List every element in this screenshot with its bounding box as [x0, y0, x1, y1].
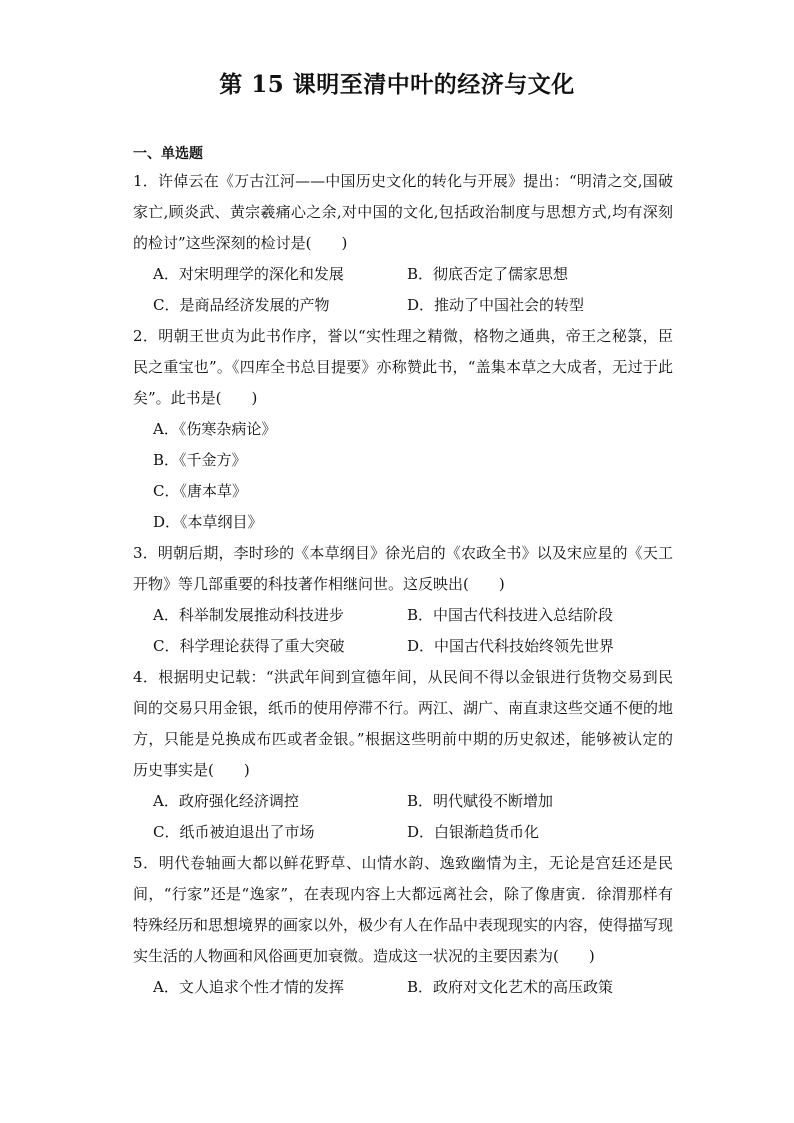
option-c: C．纸币被迫退出了市场 — [153, 823, 315, 841]
question-stem: 1．许倬云在《万古江河——中国历史文化的转化与开展》提出：“明清之交,国破家亡,顾炎武、黄宗羲痛心之余,对中国的文化,包括政治制度与思想方式,均有深刻的检讨”这些深刻的检讨是( ) — [133, 172, 673, 252]
option-b: B．彻底否定了儒家思想 — [407, 265, 569, 283]
option-d: D．《本草纲目》 — [153, 513, 263, 531]
option-row — [133, 414, 673, 445]
option-row — [133, 507, 673, 538]
question-stem: 2．明朝王世贞为此书作序，誉以“实性理之精微，格物之通典，帝王之秘箓，臣民之重宝也”。《四库全书总目提要》亦称赞此书，“盖集本草之大成者，无过于此矣”。此书是( ) — [133, 327, 673, 407]
option-a: A．政府强化经济调控 — [153, 792, 299, 810]
question-stem: 3．明朝后期，李时珍的《本草纲目》徐光启的《农政全书》以及宋应星的《天工开物》等几部重要的科技著作相继问世。这反映出( ) — [133, 544, 673, 593]
option-c: C．《唐本草》 — [153, 482, 247, 500]
option-row — [133, 259, 673, 290]
option-row — [133, 476, 673, 507]
option-row — [133, 817, 673, 848]
section-heading: 一、单选题 — [133, 146, 203, 162]
option-d: D．推动了中国社会的转型 — [407, 296, 585, 314]
option-a: A．文人追求个性才情的发挥 — [153, 978, 344, 996]
option-b: B．中国古代科技进入总结阶段 — [407, 606, 614, 624]
option-b: B．明代赋役不断增加 — [407, 792, 554, 810]
option-row — [133, 972, 673, 1003]
option-b: B．《千金方》 — [153, 451, 247, 469]
page-title: 第 15 课明至清中叶的经济与文化 — [219, 71, 575, 98]
option-row — [133, 290, 673, 321]
option-row — [133, 445, 673, 476]
option-c: C．是商品经济发展的产物 — [153, 296, 330, 314]
option-b: B．政府对文化艺术的高压政策 — [407, 978, 614, 996]
option-d: D．白银渐趋货币化 — [407, 823, 540, 841]
option-a: A．对宋明理学的深化和发展 — [153, 265, 344, 283]
option-row — [133, 631, 673, 662]
option-a: A．《伤寒杂病论》 — [153, 420, 277, 438]
option-row — [133, 786, 673, 817]
option-d: D．中国古代科技始终领先世界 — [407, 637, 615, 655]
question-list — [133, 166, 673, 1003]
option-row — [133, 600, 673, 631]
option-c: C．科学理论获得了重大突破 — [153, 637, 345, 655]
question-stem: 5．明代卷轴画大都以鲜花野草、山情水韵、逸致幽情为主，无论是宫廷还是民间，“行家”还是“逸家”，在表现内容上大都远离社会，除了像唐寅．徐渭那样有特殊经历和思想境界的画家以外，极少有人在作品中表现现实的内容，使得描写现实生活的人物画和风俗画更加衰微。造成这一状况的主要因素为( ) — [133, 854, 674, 965]
question-stem: 4．根据明史记载：“洪武年间到宣德年间，从民间不得以金银进行货物交易到民间的交易只用金银，纸币的使用停滞不行。两江、湖广、南直隶这些交通不便的地方，只能是兑换成布匹或者金银。”根据这些明前中期的历史叙述，能够被认定的历史事实是( ) — [133, 668, 674, 779]
option-a: A．科举制发展推动科技进步 — [153, 606, 344, 624]
